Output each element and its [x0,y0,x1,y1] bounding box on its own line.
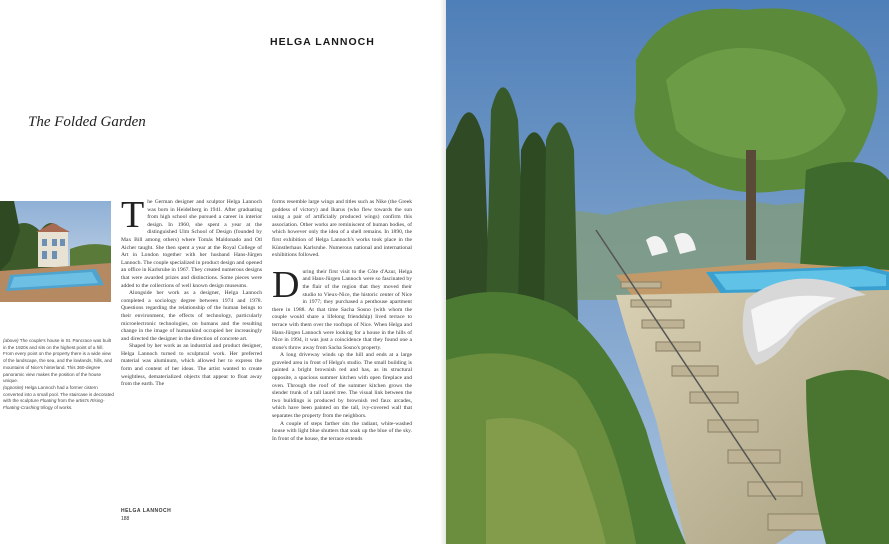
house-thumbnail-photo [0,201,111,302]
caption-italic-trilogy: Rising-Floating-Crashing [3,398,105,411]
body-paragraph: A long driveway winds up the hill and ends at a large graveled area in front of Helga's studio. The small building is painted a bright brownish red and has, as its structural opposite, a spacious summer kitchen with open fireplace and oven. Through the roof of the summer kitchen grows the slender trunk of a tall laurel tree. The visual link between the two buildings is produced by brownish red faux arcades, which have been painted on the tall, ivy-covered wall that separates the property from the neighbors. [272,352,412,420]
body-paragraph: uring their first visit to the Côte d'Azur, Helga and Hans-Jürgen Lannoch were so fascinated by the flair of the region that they moved their studio to Vieux-Nice, the historic center of Nice in 1977; they purchased a penthouse apartment there in 1988. At that time Sacha Sosno (with whom the couple would share a lifelong friendship) lived terrace to terrace with them over the rooftops of Nice. When Helga and Hans-Jürgen Lannoch were looking for a house in the hills of Nice in 1994, it was just a coincidence that they found one a stone's throw away from Sacha Sosno's property. [272,268,412,351]
caption-italic-floating: Floating [40,398,57,404]
body-paragraph: Shaped by her work as an industrial and product designer, Helga Lannoch turned to sculptural work. Her preferred material was aluminum, which allowed her to express the form and content of her ideas. The artist wanted to create weightless, dematerialized objects that appear to float away from the earth. The [121,343,262,388]
page-header: HELGA LANNOCH [270,36,375,48]
body-column-2 [272,199,412,499]
drop-cap-t: T [121,194,145,236]
drop-cap-d: D [272,263,300,306]
body-paragraph: A couple of steps farther sits the radiant, white-washed house with light blue shutters that soak up the blue of the sky. In front of the house, the terrace extends [272,420,412,442]
caption-label-above: (above) [3,338,19,343]
garden-staircase-photo [446,0,889,544]
caption-text-opposite: Helga Lannoch had a former cistern converted into a small pool. The staircase is decorated with the sculpture [3,384,114,404]
photo-caption [3,338,115,412]
body-paragraph: he German designer and sculptor Helga Lannoch was born in Heidelberg in 1941. After graduating from high school she pursued a career in interior design. In 1960, she spent a year at the distinguished Ulm School of Design (founded by Max Bill among others) where Tomás Maldonado and Otl Aicher taught. She then spent a year at the Royal College of Art in London together with her husband Hans-Jürgen Lannoch. The couple specialized in product design and opened an office in Karlsruhe in 1967. They created numerous designs that were awarded prizes and distinctions. Some pieces were added to the collections of well known design museums. [121,199,262,289]
footer-name: HELGA LANNOCH [121,508,172,514]
chapter-title: The Folded Garden [28,114,146,130]
caption-text-opposite-3: trilogy of works. [39,405,73,411]
caption-label-opposite: (opposite) [3,384,24,390]
page-number: 188 [121,516,130,522]
caption-text-above: The couple's house in St. Pancrace was built in the 1920s and sits on the highest point of a hill. From every point on the property there is a wide view of the landscape, the sea, and the lowlands, hills, and mountains of Nice's hinterland. This 360-degree panoramic view makes the position of the house unique. [3,338,113,384]
body-column-1 [121,194,262,499]
body-paragraph: Alongside her work as a designer, Helga Lannoch completed a sociology degree between 1974 and 1978. Questions regarding the relationship of the human beings to their environment, the effects of technology, particularly microelectronic technologies, on humans and the resulting change in the image of humankind occupied her increasingly and directed the designer in the direction of concrete art. [121,290,262,342]
body-paragraph: forms resemble large wings and titles such as Nike (the Greek goddess of victory) and Ikarus (who flew towards the sun using a pair of artificially produced wings) confirm this association. Other works are reminiscent of human bodies, of which however only the idea of a shell remains. In 1890, the first exhibition of Helga Lannoch's works took place in the Künstlerhaus Karlsruhe. Numerous national and international exhibitions followed. [272,199,412,259]
caption-text-opposite-2: from the artist's [56,398,91,404]
